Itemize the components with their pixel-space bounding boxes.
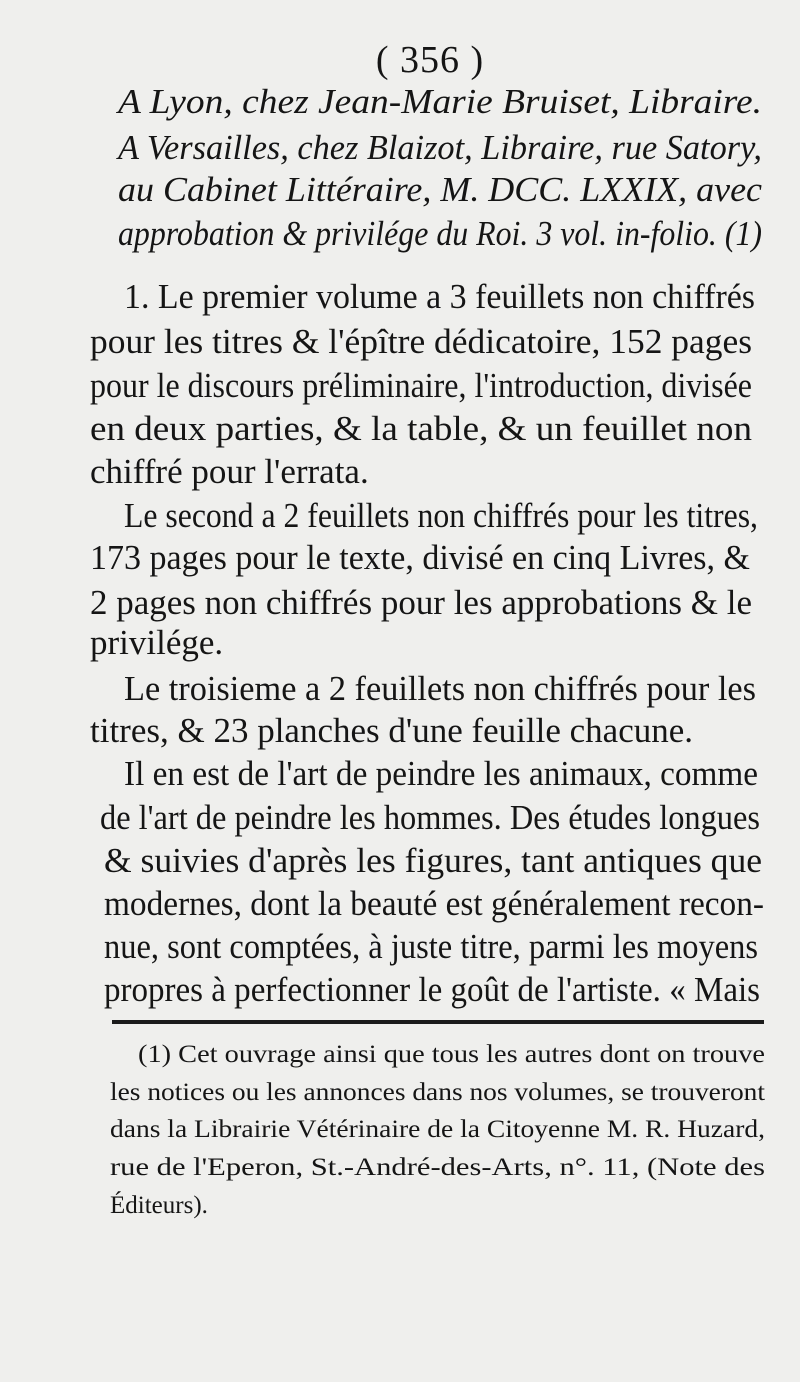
body-line: pour les titres & l'épître dédicatoire, 152 pages: [90, 322, 752, 361]
imprint-line: A Lyon, chez Jean-Marie Bruiset, Libraire.: [118, 82, 762, 121]
body-line: 173 pages pour le texte, divisé en cinq Livres, &: [90, 538, 750, 577]
imprint-line: au Cabinet Littéraire, M. DCC. LXXIX, avec: [118, 170, 762, 209]
body-line: propres à perfectionner le goût de l'artiste. « Mais: [104, 970, 760, 1009]
body-line: nue, sont comptées, à juste titre, parmi les moyens: [104, 927, 758, 966]
footnote-rule: [112, 1020, 764, 1024]
body-line: Le second a 2 feuillets non chiffrés pour les titres,: [124, 496, 758, 535]
body-line: Le troisieme a 2 feuillets non chiffrés pour les: [124, 669, 756, 708]
body-line: & suivies d'après les figures, tant antiques que: [104, 841, 762, 880]
body-line: de l'art de peindre les hommes. Des études longues: [100, 798, 760, 837]
imprint-line: approbation & privilége du Roi. 3 vol. in-folio. (1): [118, 214, 762, 253]
footnote-line: rue de l'Eperon, St.-André-des-Arts, n°. 11, (Note des: [110, 1154, 765, 1181]
footnote-line: (1) Cet ouvrage ainsi que tous les autres dont on trouve: [138, 1041, 765, 1068]
footnote-line: les notices ou les annonces dans nos volumes, se trouveront: [110, 1079, 765, 1106]
body-line: chiffré pour l'errata.: [90, 452, 369, 491]
page-number: ( 356 ): [375, 39, 485, 81]
body-line: 1. Le premier volume a 3 feuillets non chiffrés: [124, 277, 755, 316]
body-line: 2 pages non chiffrés pour les approbations & le: [90, 583, 752, 622]
body-line: pour le discours préliminaire, l'introduction, divisée: [90, 366, 752, 405]
body-line: titres, & 23 planches d'une feuille chacune.: [90, 711, 694, 750]
body-line: modernes, dont la beauté est généralement recon-: [104, 884, 764, 923]
body-line: Il en est de l'art de peindre les animaux, comme: [124, 754, 758, 793]
footnote-line: Éditeurs).: [110, 1192, 208, 1219]
imprint-line: A Versailles, chez Blaizot, Libraire, rue Satory,: [118, 128, 762, 167]
footnote-line: dans la Librairie Vétérinaire de la Citoyenne M. R. Huzard,: [110, 1116, 765, 1143]
body-line: privilége.: [90, 623, 224, 662]
body-line: en deux parties, & la table, & un feuillet non: [90, 409, 752, 448]
